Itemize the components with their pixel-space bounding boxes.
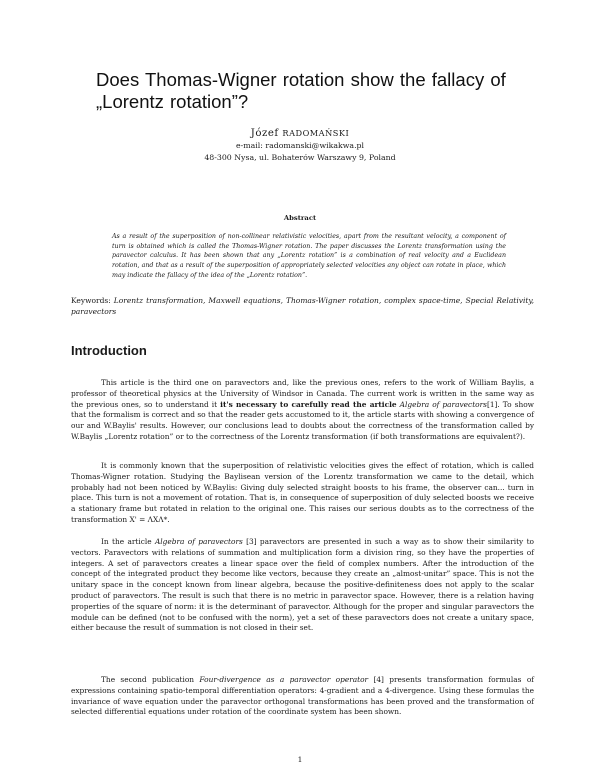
author-email: e-mail: radomanski@wikakwa.pl <box>235 141 365 150</box>
intro-paragraph-1 <box>71 378 534 443</box>
p3-text-b: [3] paravectors are presented in such a way as to show their similarity to vectors. Paravectors with relations of summation and multiplication form a division ring, so they have the properties of integers. A set of paravectors creates a linear space over the field of complex numbers. After the introduction of the concept of the integrated product they become like vectors, because they create an „almost-unitar” space. This is not the unitary space in the concept known from linear algebra, because the positive-definiteness does not apply to the scalar product of paravectors. The result is such that there is no metric in paravector space. However, there is a relation having properties of the square of norm: it is the determinant of paravector. Although for the proper and singular paravectors the module can be defined (not to be confused with the norm), yet a set of these paravectors does not create a unitary space, either because the result of summation is not closed in their set. <box>71 537 534 633</box>
p1-text-c: [1]. To show that the formalism is correct and so that the reader gets accustomed to it, the article starts with showing a convergence of our and W.Baylis' results. However, our conclusions lead to doubts about the correctness of the transformation called by W.Baylis „Lorentz rotation” or to the correctness of the Lorentz transformation (if both transformations are equivalent?). <box>71 399 534 441</box>
keywords-label: Keywords: <box>71 296 111 305</box>
abstract-text: As a result of the superposition of non-collinear relativistic velocities, apart from the resultant velocity, a component of turn is obtained which is called the Thomas-Wigner rotation. The paper discusses the Lorentz transformation using the paravector calculus. It has been shown that any „Lorentz rotation” is a combination of real velocity and a Euclidean rotation, and that as a result of the superposition of appropriately selected velocities any object can rotate in place, which may indicate the fallacy of the idea of the „Lorentz rotation”. <box>112 233 506 279</box>
author-last-name: RADOMAŃSKI <box>282 128 350 138</box>
p4-text-a: The second publication <box>101 675 200 684</box>
p1-text-a: This article is the third one on paravectors and, like the previous ones, refers to the work of William Baylis, a professor of theoretical physics at the University of Windsor in Canada. The current work is written in the same way as the previous ones, so to understand it <box>71 378 534 409</box>
keywords-list: Lorentz transformation, Maxwell equations, Thomas-Wigner rotation, complex space-time, Special Relativity, paravectors <box>71 296 534 316</box>
author-first-name: Józef <box>250 128 279 139</box>
keywords <box>71 296 534 317</box>
author-address: 48-300 Nysa, ul. Bohaterów Warszawy 9, Poland <box>204 153 396 162</box>
author-name <box>0 128 600 139</box>
page-number: 1 <box>297 755 303 764</box>
p1-italic: Algebra of paravectors <box>399 399 487 409</box>
p4-italic: Four-divergence as a paravector operator <box>199 675 369 684</box>
paper-title: Does Thomas-Wigner rotation show the fallacy of „Lorentz rotation”? <box>96 69 506 112</box>
p3-italic: Algebra of paravectors <box>154 537 243 546</box>
p3-text-a: In the article <box>101 537 155 546</box>
section-heading-introduction: Introduction <box>71 343 147 358</box>
p4-text-b: [4] presents transformation formulas of expressions containing spatio-temporal differentiation operators: 4-gradient and a 4-divergence. Using these formulas the invariance of wave equation under the paravector orthogonal transformations has been proved and the transformation of selected differential equations under rotation of the coordinate system has been shown. <box>71 675 534 717</box>
abstract-heading: Abstract <box>283 214 317 222</box>
intro-paragraph-3 <box>71 537 534 634</box>
intro-paragraph-2: It is commonly known that the superposition of relativistic velocities gives the effect of rotation, which is called Thomas-Wigner rotation. Studying the Baylisean version of the Lorentz transformation we came to the detail, which probably had not been noticed by W.Baylis: Giving duly selected straight boosts to his frame, the observer can... turn in place. This turn is not a movement of rotation. That is, in consequence of superposition of duly selected boosts we receive a stationary frame but rotated in relation to the original one. This raises our serious doubts as to the correctness of the transformation X' = ΛXΛ*. <box>71 461 534 524</box>
p1-bold: it's necessary to carefully read the article <box>220 399 397 409</box>
intro-paragraph-4 <box>71 675 534 718</box>
